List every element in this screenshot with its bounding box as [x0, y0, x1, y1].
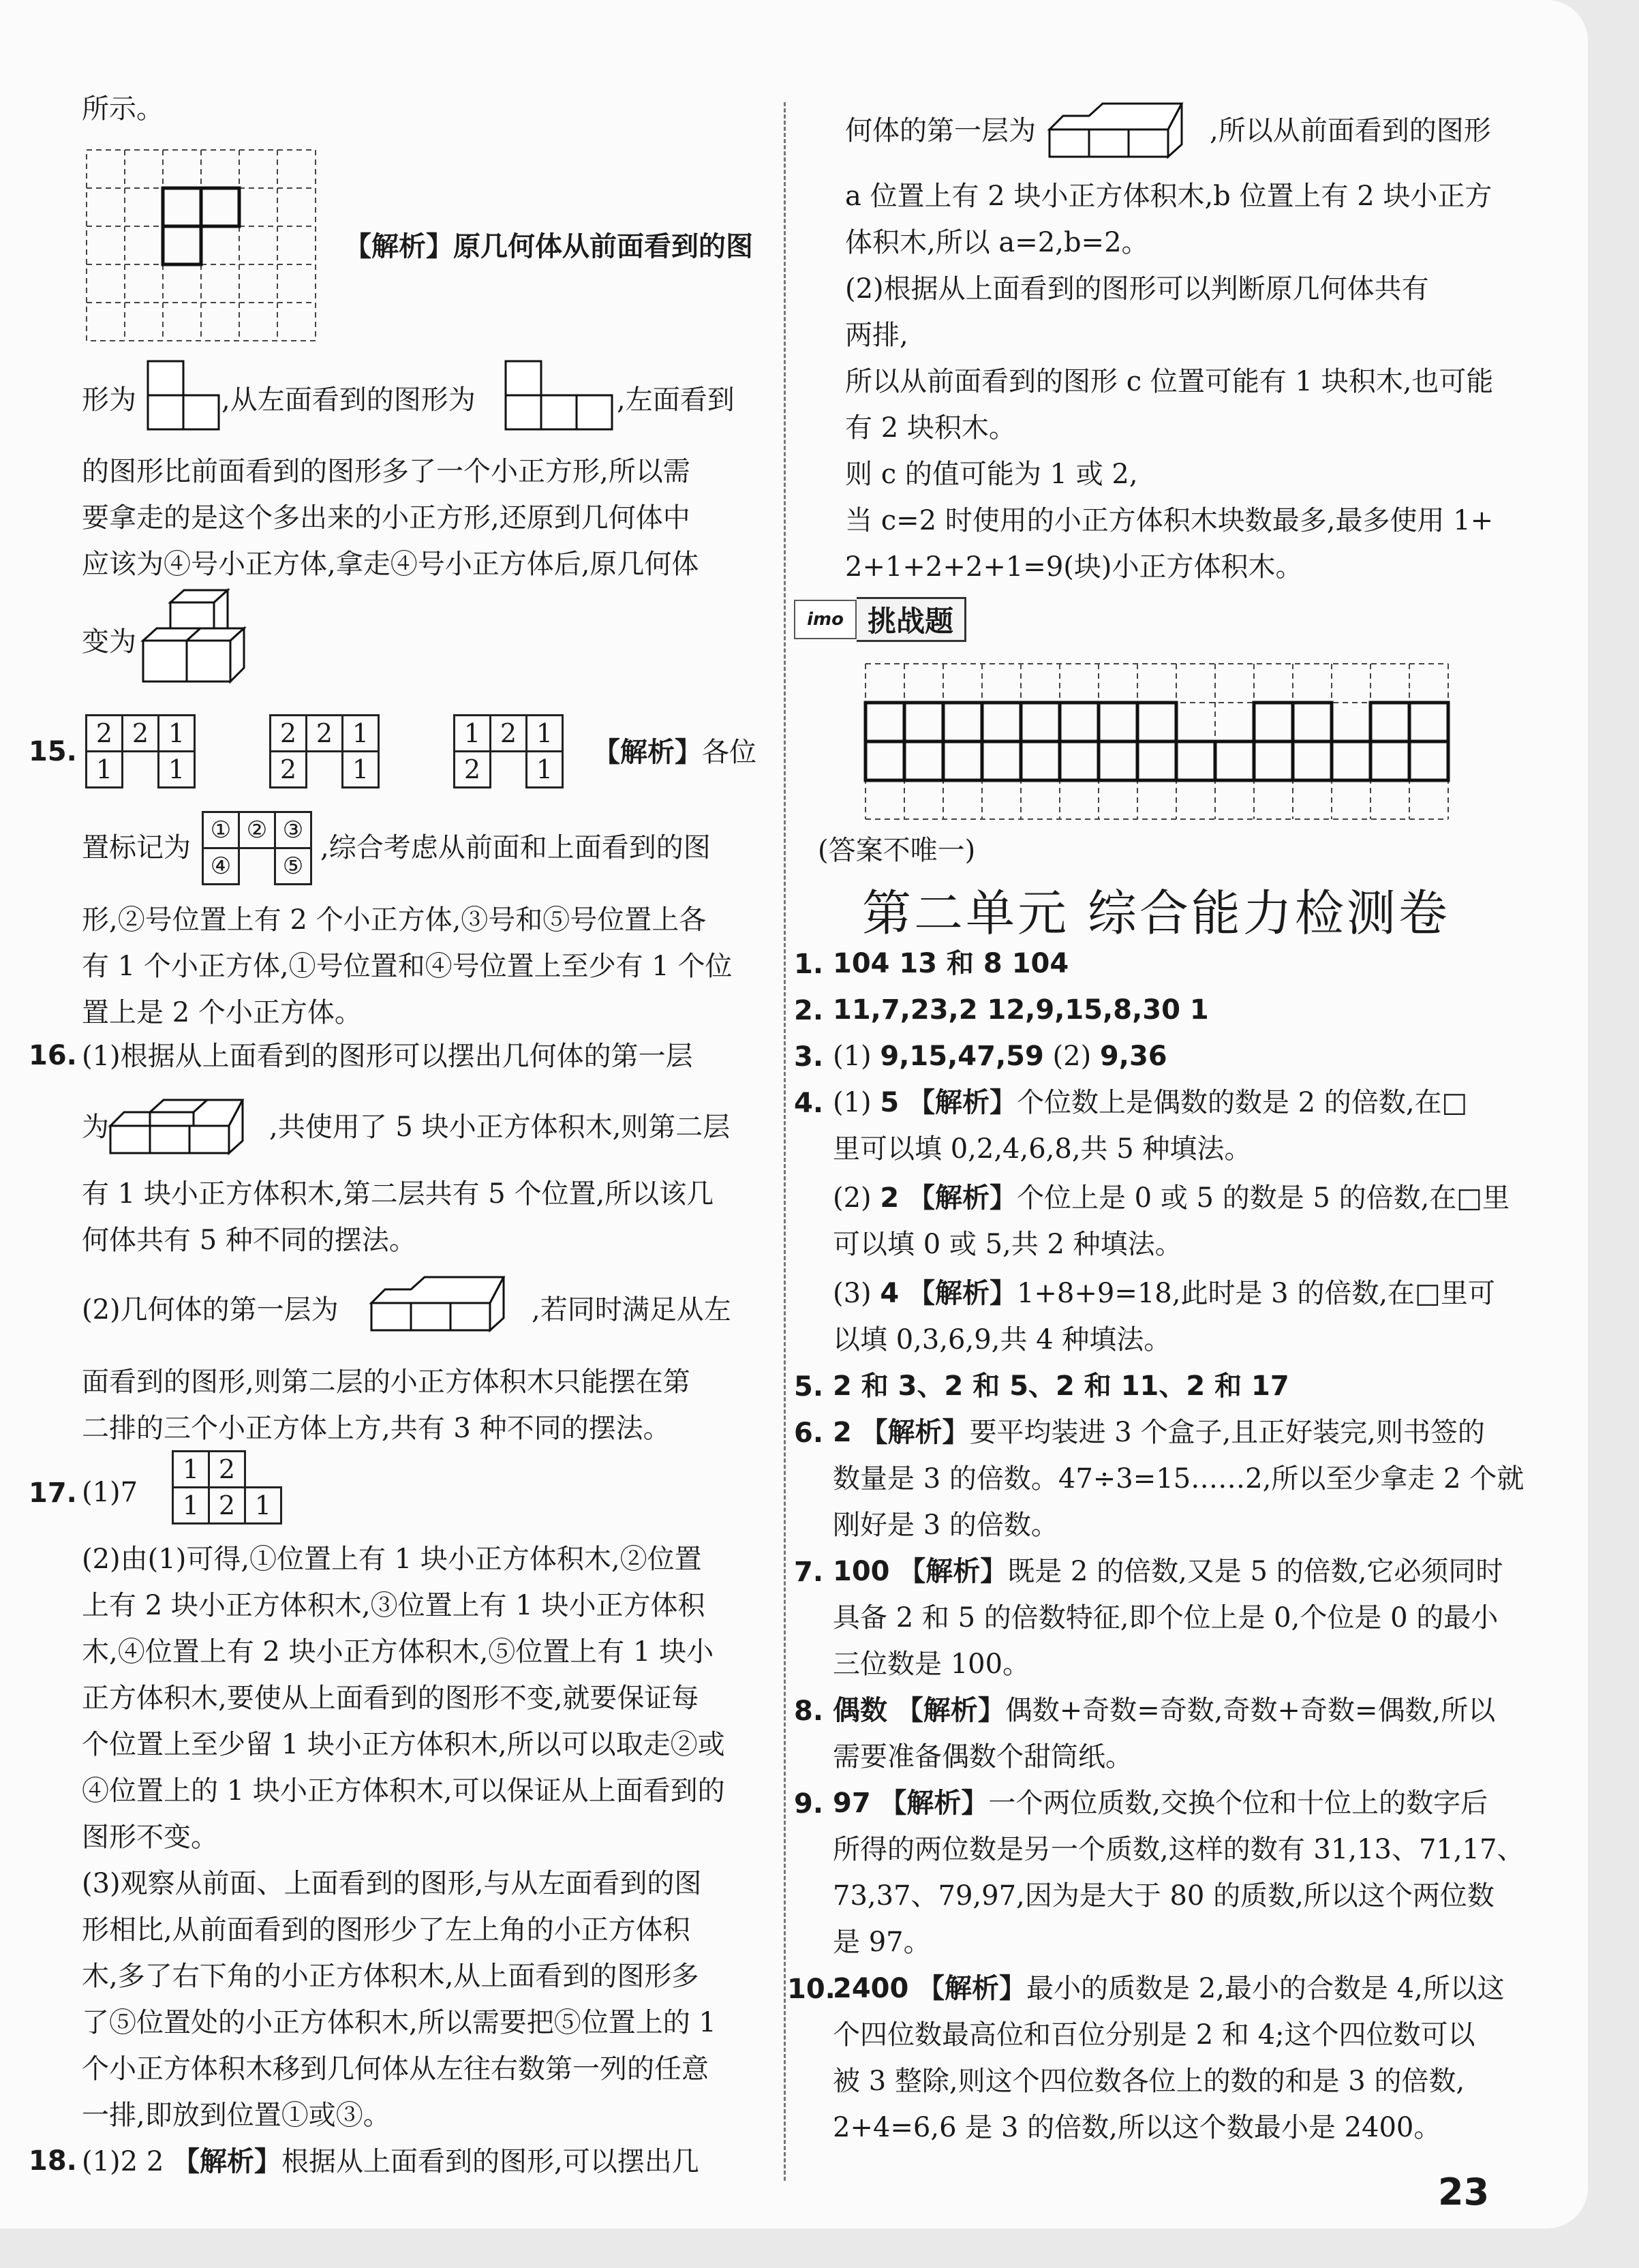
answer-line: 11,7,23,2 12,9,15,8,30 1	[833, 994, 1209, 1026]
text-line: 个小正方体积木移到几何体从左往右数第一列的任意	[82, 2053, 709, 2085]
text-line: (1)7	[82, 1477, 138, 1508]
text-line: (1)2 2 【解析】根据从上面看到的图形,可以摆出几	[82, 2146, 699, 2177]
text-line: ,综合考虑从前面和上面看到的图	[320, 832, 711, 863]
text-line: ,共使用了 5 块小正方体积木,则第二层	[269, 1112, 731, 1143]
answer-number: 1.	[794, 949, 824, 980]
front-view-figure	[147, 360, 225, 431]
top-view-table: 1 2 1 2 1	[172, 1450, 282, 1524]
text-line: 所示。	[82, 93, 164, 125]
answer-line: 个四位数最高位和百位分别是 2 和 4;这个四位数可以	[833, 2019, 1475, 2051]
dotted-grid-figure	[85, 149, 317, 343]
text-line: 有 1 块小正方体积木,第二层共有 5 个位置,所以该几	[82, 1178, 714, 1210]
answer-line: 所得的两位数是另一个质数,这样的数有 31,13、71,17、	[833, 1834, 1525, 1865]
text-line: 上有 2 块小正方体积木,③位置上有 1 块小正方体积	[82, 1590, 705, 1621]
text-line: 变为	[82, 626, 136, 658]
left-view-figure	[504, 360, 620, 431]
answer-line: 可以填 0 或 5,共 2 种填法。	[833, 1229, 1182, 1260]
answer-line: 2 和 3、2 和 5、2 和 11、2 和 17	[833, 1370, 1289, 1402]
answer-number: 4.	[794, 1088, 824, 1119]
text-line: 体积木,所以 a=2,b=2。	[845, 227, 1149, 258]
layer-figure	[371, 1274, 535, 1339]
answer-number: 2.	[794, 995, 824, 1026]
top-view-table: 1 2 1 2 1	[453, 714, 564, 788]
answer-line: 数量是 3 的倍数。47÷3=15……2,所以至少拿走 2 个就	[833, 1463, 1525, 1495]
answer-number: 3.	[794, 1041, 824, 1073]
text-line: a 位置上有 2 块小正方体积木,b 位置上有 2 块小正方	[845, 181, 1492, 212]
text-line: 图形不变。	[82, 1822, 218, 1853]
top-view-table: 2 2 1 2 1	[269, 714, 380, 788]
text-line: 置上是 2 个小正方体。	[82, 997, 362, 1028]
text-line: 有 1 个小正方体,①号位置和④号位置上至少有 1 个位	[82, 951, 733, 982]
answer-line: 需要准备偶数个甜筒纸。	[833, 1741, 1133, 1773]
text-line: 【解析】各位	[593, 737, 756, 768]
challenge-title: 挑战题	[857, 597, 966, 642]
text-line: 何体的第一层为	[845, 115, 1036, 147]
answer-number: 7.	[794, 1557, 824, 1588]
text-line: 形相比,从前面看到的图形少了左上角的小正方体积	[82, 1914, 690, 1946]
column-divider	[784, 102, 786, 2181]
answer-line: 97 【解析】一个两位质数,交换个位和十位上的数字后	[833, 1788, 1488, 1819]
text-line: 何体共有 5 种不同的摆法。	[82, 1225, 416, 1256]
answer-line: 里可以填 0,2,4,6,8,共 5 种填法。	[833, 1133, 1252, 1165]
challenge-header	[794, 597, 966, 642]
answer-line: 刚好是 3 的倍数。	[833, 1510, 1058, 1541]
answer-number: 5.	[794, 1371, 824, 1403]
text-line: (2)几何体的第一层为	[82, 1294, 339, 1325]
text-line: 则 c 的值可能为 1 或 2,	[845, 459, 1138, 490]
text-line: (1)根据从上面看到的图形可以摆出几何体的第一层	[82, 1041, 693, 1072]
page-number: 23	[1438, 2171, 1490, 2213]
text-line: 【解析】原几何体从前面看到的图	[344, 231, 753, 262]
answer-line: 104 13 和 8 104	[833, 948, 1069, 979]
text-line: ,从左面看到的图形为	[221, 384, 476, 416]
text-line: 正方体积木,要使从上面看到的图形不变,就要保证每	[82, 1683, 699, 1714]
text-line: 置标记为	[82, 832, 191, 863]
answer-line: 是 97。	[833, 1927, 931, 1958]
cube-figure	[143, 587, 266, 690]
text-line: 了⑤位置处的小正方体积木,所以需要把⑤位置上的 1	[82, 2007, 716, 2038]
text-line: ,若同时满足从左	[532, 1294, 731, 1325]
text-line: ,所以从前面看到的图形	[1210, 115, 1491, 147]
text-line: 的图形比前面看到的图形多了一个小正方形,所以需	[82, 456, 690, 487]
question-number: 18.	[29, 2145, 77, 2177]
text-line: 二排的三个小正方体上方,共有 3 种不同的摆法。	[82, 1413, 671, 1444]
answer-line: 被 3 整除,则这个四位数各位上的数的和是 3 的倍数,	[833, 2066, 1465, 2097]
layer-figure	[110, 1097, 274, 1162]
text-line: 形为	[82, 384, 136, 416]
question-number: 15.	[29, 736, 77, 767]
text-line: 木,多了右下角的小正方体积木,从上面看到的图形多	[82, 1961, 699, 1992]
text-line: 有 2 块积木。	[845, 412, 1016, 444]
text-line: 2+1+2+2+1=9(块)小正方体积木。	[845, 551, 1303, 583]
answer-line: (3) 4 【解析】1+8+9=18,此时是 3 的倍数,在□里可	[833, 1278, 1495, 1309]
answer-line: 100 【解析】既是 2 的倍数,又是 5 的倍数,它必须同时	[833, 1556, 1503, 1587]
question-number: 17.	[29, 1477, 77, 1509]
text-line: ④位置上的 1 块小正方体积木,可以保证从上面看到的	[82, 1775, 725, 1807]
position-label-table: ① ② ③ ④ ⑤	[202, 811, 312, 885]
answer-line: 偶数 【解析】偶数+奇数=奇数,奇数+奇数=偶数,所以	[833, 1695, 1496, 1726]
text-line: ,左面看到	[617, 384, 735, 416]
answer-number: 10.	[787, 1974, 836, 2005]
answer-line: 三位数是 100。	[833, 1649, 1030, 1680]
text-line: 面看到的图形,则第二层的小正方体积木只能摆在第	[82, 1366, 690, 1398]
text-line: (答案不唯一)	[818, 835, 976, 866]
answer-line: (2) 2 【解析】个位上是 0 或 5 的数是 5 的倍数,在□里	[833, 1182, 1510, 1214]
answer-number: 9.	[794, 1788, 824, 1820]
text-line: 个位置上至少留 1 块小正方体积木,所以可以取走②或	[82, 1729, 725, 1760]
text-line: 所以从前面看到的图形 c 位置可能有 1 块积木,也可能	[845, 366, 1494, 397]
text-line: 两排,	[845, 320, 908, 351]
answer-number: 6.	[794, 1418, 824, 1449]
answer-number: 8.	[794, 1696, 824, 1727]
imo-badge-icon: imo	[794, 600, 857, 639]
question-number: 16.	[29, 1040, 77, 1071]
answer-line: (1) 5 【解析】个位数上是偶数的数是 2 的倍数,在□	[833, 1087, 1468, 1118]
answer-line: 2400 【解析】最小的质数是 2,最小的合数是 4,所以这	[833, 1973, 1505, 2004]
answer-line: 2+4=6,6 是 3 的倍数,所以这个数最小是 2400。	[833, 2112, 1441, 2143]
text-line: 一排,即放到位置①或③。	[82, 2100, 390, 2131]
answer-line: 具备 2 和 5 的倍数特征,即个位上是 0,个位是 0 的最小	[833, 1602, 1499, 1634]
answer-line: 73,37、79,97,因为是大于 80 的质数,所以这个两位数	[833, 1880, 1495, 1912]
text-line: 木,④位置上有 2 块小正方体积木,⑤位置上有 1 块小	[82, 1636, 714, 1668]
challenge-answer-grid	[864, 662, 1447, 823]
top-view-table: 2 2 1 1 1	[85, 714, 196, 788]
text-line: 为	[82, 1112, 109, 1143]
text-line: (2)由(1)可得,①位置上有 1 块小正方体积木,②位置	[82, 1544, 702, 1575]
answer-line: 2 【解析】要平均装进 3 个盒子,且正好装完,则书签的	[833, 1417, 1485, 1448]
text-line: 要拿走的是这个多出来的小正方形,还原到几何体中	[82, 502, 690, 534]
text-line: (2)根据从上面看到的图形可以判断原几何体共有	[845, 273, 1429, 305]
layer-figure	[1050, 101, 1213, 166]
unit-heading: 第二单元 综合能力检测卷	[862, 885, 1450, 942]
answer-line: (1) 9,15,47,59 (2) 9,36	[833, 1041, 1167, 1072]
text-line: 当 c=2 时使用的小正方体积木块数最多,最多使用 1+	[845, 505, 1494, 536]
answer-line: 以填 0,3,6,9,共 4 种填法。	[833, 1324, 1171, 1355]
text-line: 形,②号位置上有 2 个小正方体,③号和⑤号位置上各	[82, 904, 707, 936]
text-line: 应该为④号小正方体,拿走④号小正方体后,原几何体	[82, 549, 699, 580]
text-line: (3)观察从前面、上面看到的图形,与从左面看到的图	[82, 1868, 702, 1899]
